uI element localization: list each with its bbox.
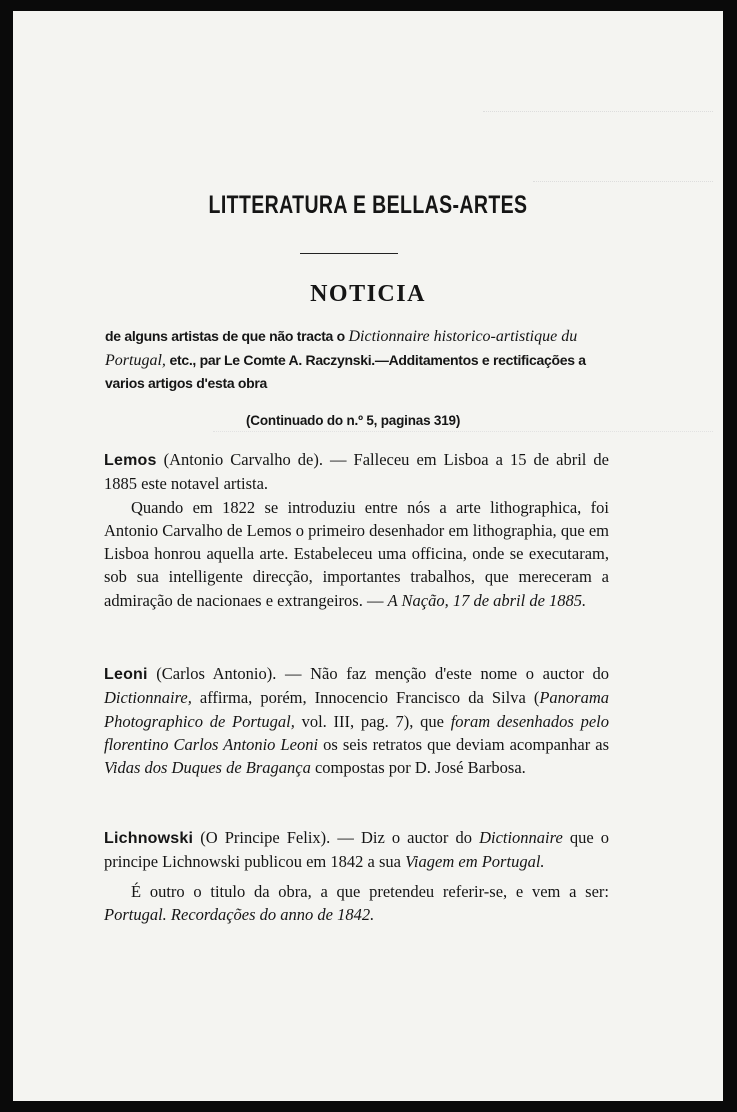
entry-lemos bbox=[104, 448, 609, 612]
entry-text: (O Principe Felix). — Diz o auctor do bbox=[193, 828, 480, 847]
entry-italic: Dictionnaire, bbox=[104, 688, 192, 708]
entry-leoni bbox=[104, 662, 609, 779]
entry-paragraph bbox=[104, 880, 609, 927]
entry-text: que o principe Lichnowski publicou em 1842 a sua bbox=[104, 828, 610, 872]
subtitle-text-end: etc., par Le Comte A. Raczynski.—Additamentos e rectificações a varios artigos d'esta obra bbox=[105, 351, 586, 391]
subtitle-text: de alguns artistas de que não tracta o bbox=[105, 328, 349, 344]
entry-italic: foram desenhados pelo florentino Carlos Antonio Leoni bbox=[104, 711, 609, 754]
entry-italic: Vidas dos Duques de Bragança bbox=[104, 758, 311, 778]
entry-citation: Portugal. Recordações do anno de 1842. bbox=[104, 904, 375, 924]
entry-text: É outro o titulo da obra, a que pretendeu referir-se, e vem a ser: bbox=[131, 881, 609, 901]
entry-italic: Panorama Photographico de Portugal, bbox=[104, 688, 609, 731]
continuation-note: (Continuado do n.º 5, paginas 319) bbox=[246, 413, 461, 428]
article-subtitle bbox=[105, 325, 605, 396]
document-page bbox=[13, 11, 723, 1101]
entry-paragraph bbox=[104, 662, 609, 779]
divider-rule bbox=[300, 253, 398, 254]
entry-name: Lemos bbox=[104, 452, 157, 469]
entry-paragraph bbox=[104, 448, 609, 496]
entry-text: compostas por D. José Barbosa. bbox=[310, 758, 526, 778]
entry-paragraph bbox=[104, 826, 609, 874]
entry-name: Leoni bbox=[104, 666, 148, 683]
article-heading: NOTICIA bbox=[310, 281, 426, 307]
entry-text: (Antonio Carvalho de). — Falleceu em Lisboa a 15 de abril de 1885 este notavel artista. bbox=[104, 450, 609, 494]
subtitle-italic: Dictionnaire historico-artistique du Portugal, bbox=[105, 328, 578, 369]
bleed-through-mark bbox=[533, 161, 713, 182]
entry-name: Lichnowski bbox=[104, 830, 194, 847]
bleed-through-mark bbox=[483, 91, 713, 112]
entry-italic: Dictionnaire bbox=[479, 828, 563, 847]
section-title: LITTERATURA E BELLAS-ARTES bbox=[208, 191, 528, 219]
entry-text: Quando em 1822 se introduziu entre nós a arte lithographica, foi Antonio Carvalho de Lemos o primeiro desenhador em lithographia, que em Lisboa honrou aquella arte. Estabeleceu uma officina, onde se executaram, sob sua intelligente direcção, importantes trabalhos, que mereceram a admiração de nacionaes e extrangeiros. — bbox=[104, 497, 609, 610]
entry-paragraph bbox=[104, 496, 609, 612]
entry-italic: Viagem em Portugal. bbox=[405, 852, 545, 872]
entry-text: os seis retratos que deviam acompanhar as bbox=[318, 734, 610, 754]
entry-text: affirma, porém, Innocencio Francisco da Silva ( bbox=[191, 688, 540, 708]
entry-text: vol. III, pag. 7), que bbox=[294, 711, 451, 731]
entry-lichnowski bbox=[104, 826, 609, 926]
entry-citation: A Nação, 17 de abril de 1885. bbox=[387, 590, 587, 610]
entry-text: (Carlos Antonio). — Não faz menção d'este nome o auctor do bbox=[147, 664, 609, 683]
